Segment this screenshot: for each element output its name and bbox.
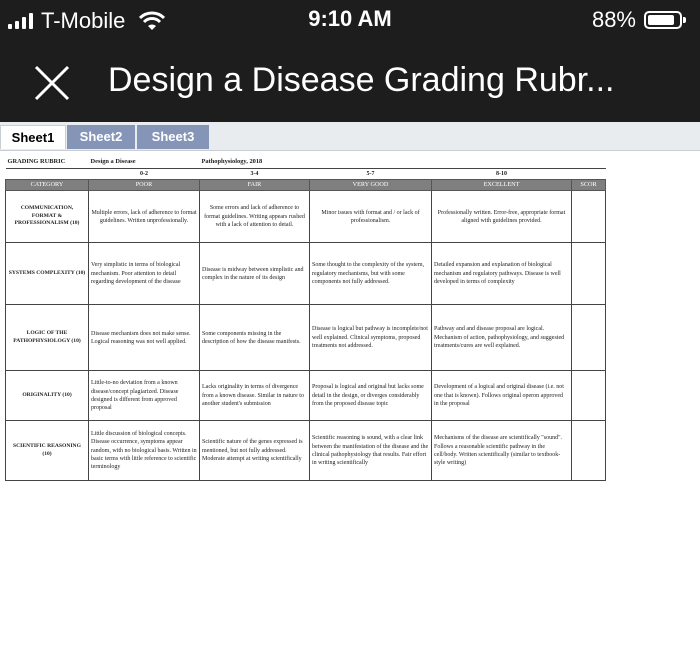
carrier-name: T-Mobile <box>41 8 126 33</box>
header-category[interactable]: CATEGORY <box>6 179 89 190</box>
very-good-cell[interactable]: Proposal is logical and original but lacks some detail in the design, or diverges considerably from the proposed disease topic <box>310 371 432 421</box>
cell-assignment[interactable]: Design a Disease <box>89 157 200 168</box>
poor-cell[interactable]: Multiple errors, lack of adherence to format guidelines. Written unprofessionally. <box>89 191 200 243</box>
excellent-cell[interactable]: Mechanisms of the disease are scientifically "sound". Follows a reasonable scientific pathway in the cell/body. Written scientifically (similar to textbook-style writing) <box>432 421 572 481</box>
very-good-cell[interactable]: Some thought to the complexity of the system, regulatory mechanisms, but with some components not fully addressed. <box>310 243 432 305</box>
header-poor[interactable]: POOR <box>89 179 200 190</box>
excellent-cell[interactable]: Professionally written. Error-free, appropriate format aligned with guidelines provided. <box>432 191 572 243</box>
table-row <box>6 371 606 421</box>
header-excellent[interactable]: EXCELLENT <box>432 179 572 190</box>
table-row <box>6 191 606 243</box>
score-range-excellent[interactable]: 8-10 <box>496 170 508 177</box>
close-icon[interactable] <box>30 61 74 105</box>
table-row <box>6 421 606 481</box>
sheet-tab-bar <box>0 122 700 151</box>
cell-course[interactable]: Pathophysiology, 2018 <box>200 157 432 168</box>
header-score[interactable]: SCOR <box>572 179 606 190</box>
excellent-cell[interactable]: Pathway and and disease proposal are logical. Mechanism of action, pathophysiology, and suggested treatments/cures are well explained. <box>432 305 572 371</box>
category-cell[interactable]: ORIGINALITY (10) <box>6 371 89 421</box>
score-range-row <box>6 168 606 179</box>
rubric-table <box>5 157 606 481</box>
fair-cell[interactable]: Some errors and lack of adherence to format guidelines. Writing appears rushed with a lack of attention to detail. <box>200 191 310 243</box>
score-cell[interactable] <box>572 191 606 243</box>
cell-empty[interactable] <box>572 157 606 168</box>
excellent-cell[interactable]: Detailed expansion and explanation of biological mechanism and regulatory pathways. Disease is well developed in terms of complexity <box>432 243 572 305</box>
poor-cell[interactable]: Very simplistic in terms of biological mechanism. Poor attention to detail regarding development of the disease <box>89 243 200 305</box>
battery-percent: 88% <box>591 7 636 32</box>
very-good-cell[interactable]: Minor issues with format and / or lack of professionalism. <box>310 191 432 243</box>
cell-rubric-title[interactable]: GRADING RUBRIC <box>6 157 89 168</box>
battery-icon <box>644 11 682 29</box>
tab-sheet3[interactable]: Sheet3 <box>137 125 209 149</box>
poor-cell[interactable]: Little discussion of biological concepts. Disease occurrence, symptoms appear random, with no biological basis. Written in basic terms with little reference to scientific terminology <box>89 421 200 481</box>
category-cell[interactable]: LOGIC OF THE PATHOPHYSIOLOGY (10) <box>6 305 89 371</box>
cell-empty[interactable] <box>432 157 572 168</box>
tab-sheet1[interactable]: Sheet1 <box>0 125 66 149</box>
excellent-cell[interactable]: Development of a logical and original disease (i.e. not one that is known). Follows original operon approved in the proposal <box>432 371 572 421</box>
category-cell[interactable]: SYSTEMS COMPLEXITY (10) <box>6 243 89 305</box>
fair-cell[interactable]: Some components missing in the description of how the disease manifests. <box>200 305 310 371</box>
fair-cell[interactable]: Disease is midway between simplistic and complex in the nature of its design <box>200 243 310 305</box>
category-cell[interactable]: COMMUNICATION, FORMAT & PROFESSIONALISM (10) <box>6 191 89 243</box>
fair-cell[interactable]: Lacks originality in terms of divergence from a known disease. Similar in nature to another student's submission <box>200 371 310 421</box>
spreadsheet-grid[interactable] <box>5 157 605 481</box>
very-good-cell[interactable]: Scientific reasoning is sound, with a clear link between the manifestation of the disease and the clinical pathophysiology that results. Fair effort in writing scientifically <box>310 421 432 481</box>
score-cell[interactable] <box>572 243 606 305</box>
score-range-fair[interactable]: 3-4 <box>250 170 259 177</box>
poor-cell[interactable]: Disease mechanism does not make sense. Logical reasoning was not well applied. <box>89 305 200 371</box>
score-range-very-good[interactable]: 5-7 <box>366 170 375 177</box>
status-right <box>592 7 682 33</box>
very-good-cell[interactable]: Disease is logical but pathway is incomplete/not well explained. Clinical symptoms, proposed treatments not addressed. <box>310 305 432 371</box>
status-bar <box>0 0 700 46</box>
tab-sheet2[interactable]: Sheet2 <box>67 125 135 149</box>
score-cell[interactable] <box>572 421 606 481</box>
cell-empty[interactable] <box>572 168 606 179</box>
fair-cell[interactable]: Scientific nature of the genes expressed is mentioned, but not fully addressed. Moderate attempt at writing scientifically <box>200 421 310 481</box>
header-row <box>6 179 606 190</box>
header-fair[interactable]: FAIR <box>200 179 310 190</box>
table-row <box>6 243 606 305</box>
clock: 9:10 AM <box>308 6 392 31</box>
document-title: Design a Disease Grading Rubr... <box>108 61 615 99</box>
battery-nub <box>683 17 686 23</box>
battery-fill <box>648 15 674 25</box>
score-cell[interactable] <box>572 305 606 371</box>
header-very-good[interactable]: VERY GOOD <box>310 179 432 190</box>
cell-empty[interactable] <box>6 168 89 179</box>
category-cell[interactable]: SCIENTIFIC REASONING (10) <box>6 421 89 481</box>
score-cell[interactable] <box>572 371 606 421</box>
nav-bar <box>0 46 700 122</box>
table-row <box>6 305 606 371</box>
score-range-poor[interactable]: 0-2 <box>140 170 148 177</box>
poor-cell[interactable]: Little-to-no deviation from a known disease/concept plagiarized. Disease designed is different from approved proposal <box>89 371 200 421</box>
title-row <box>6 157 606 168</box>
